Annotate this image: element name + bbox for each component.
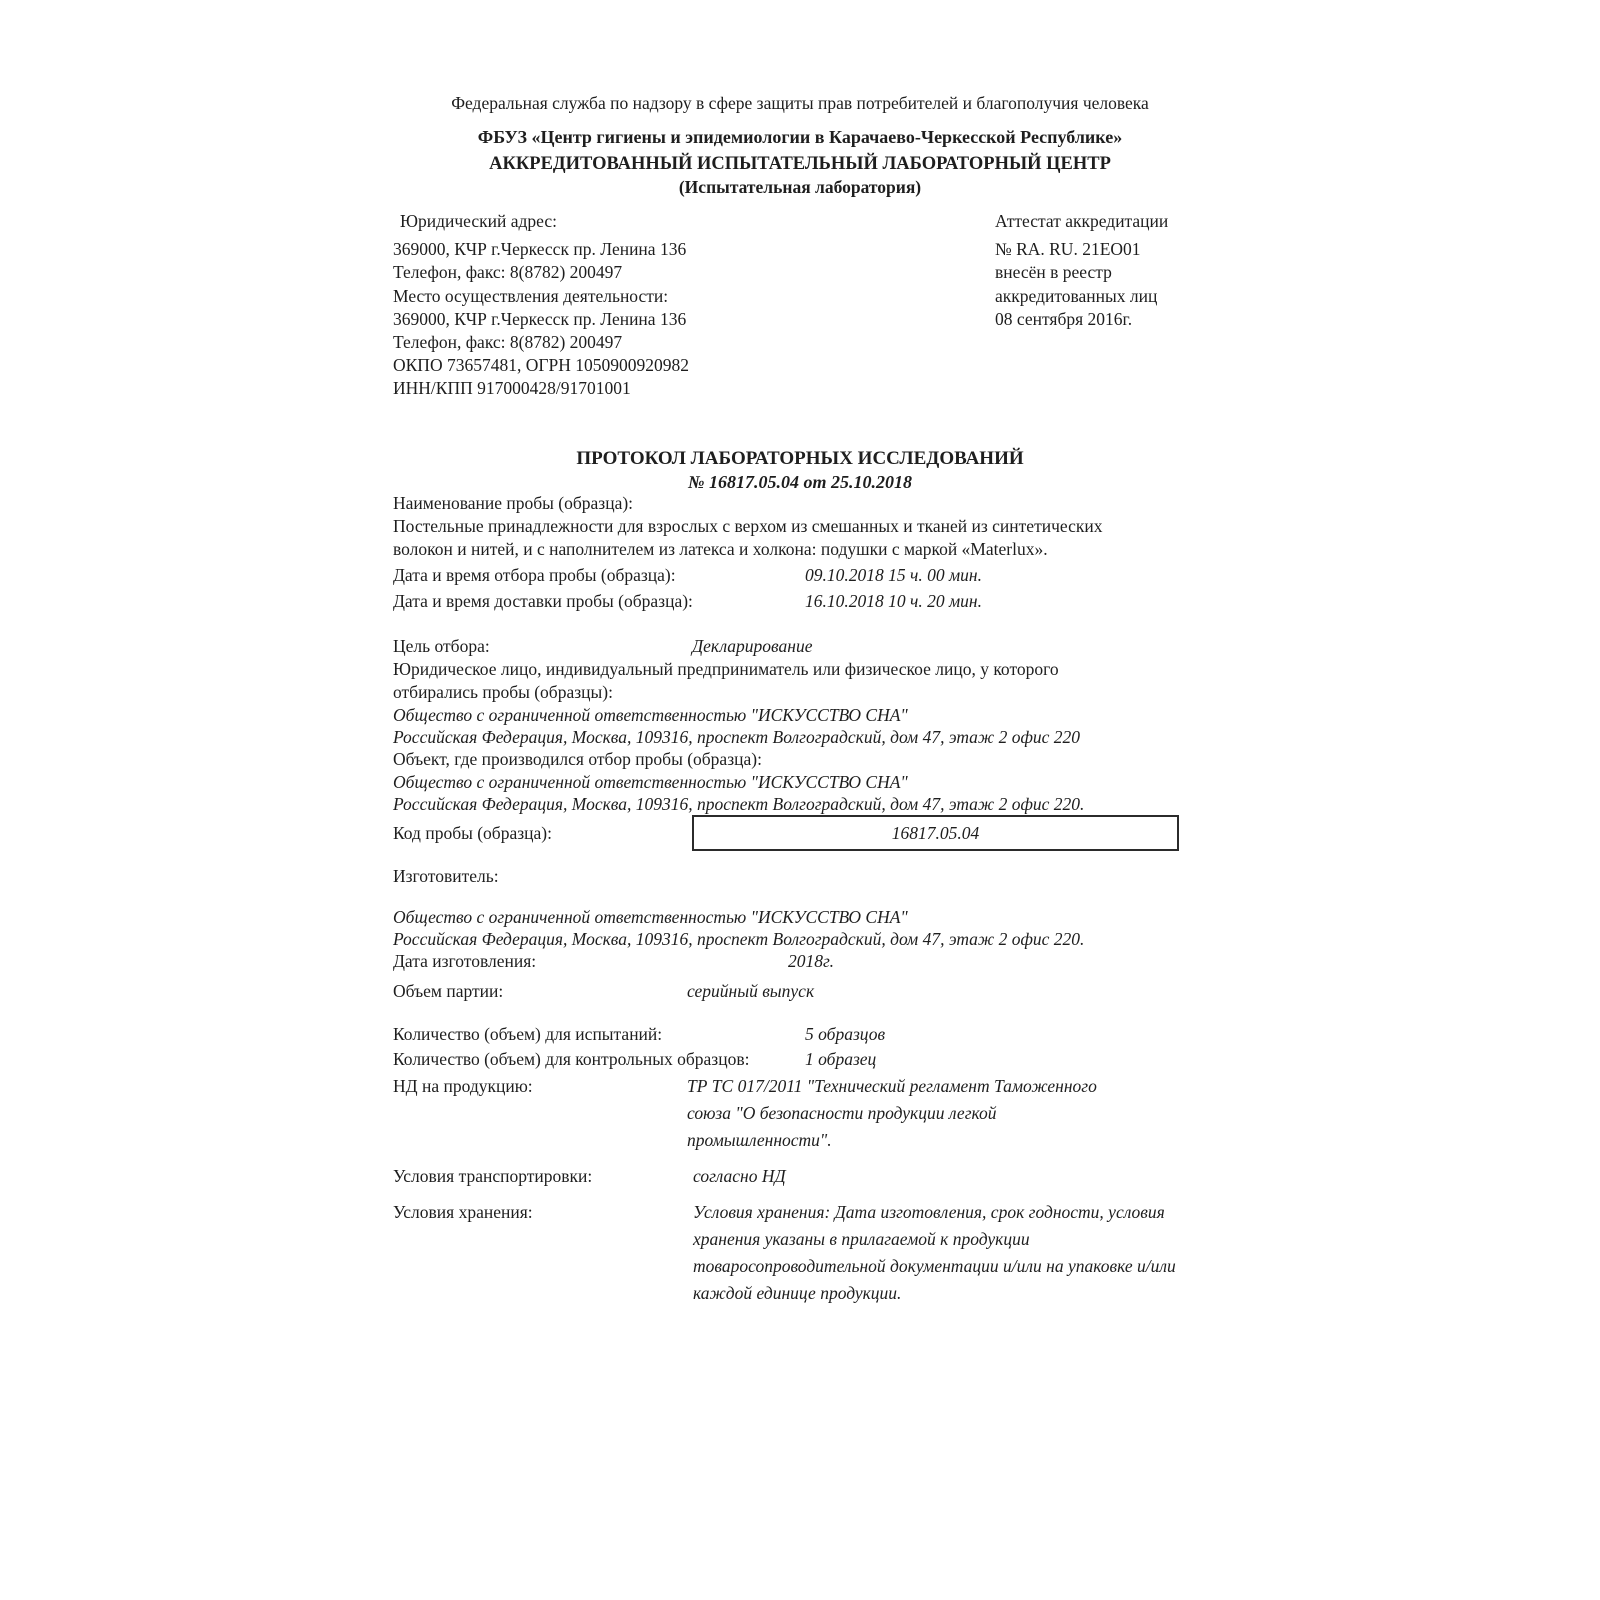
storage-conditions-label: Условия хранения: [393,1202,533,1223]
legal-address-line: Телефон, факс: 8(8782) 200497 [393,332,623,353]
legal-address-line: 369000, КЧР г.Черкесск пр. Ленина 136 [393,308,687,329]
manufacture-date-row [393,950,1215,975]
legal-address-line: ИНН/КПП 917000428/91701001 [393,378,631,399]
spacer [393,616,1215,635]
purpose-value: Декларирование [692,636,813,656]
object-label: Объект, где производился отбор пробы (образца): [393,749,762,770]
test-quantity-row [393,1023,1215,1048]
batch-volume-value: серийный выпуск [687,981,815,1002]
accreditation-line: № RA. RU. 21ЕО01 [995,239,1141,260]
legal-address-line: ОКПО 73657481, ОГРН 1050900920982 [393,355,689,376]
transport-conditions-row [393,1163,1215,1190]
header-organization: ФБУЗ «Центр гигиены и эпидемиологии в Карачаево-Черкесской Республике» [477,127,1123,147]
legal-address-line: Телефон, факс: 8(8782) 200497 [393,262,623,283]
legal-address-block [393,210,813,401]
transport-conditions-label: Условия транспортировки: [393,1166,593,1187]
entity-address: Российская Федерация, Москва, 109316, проспект Волгоградский, дом 47, этаж 2 офис 220 [393,727,1081,748]
legal-address-line: Место осуществления деятельности: [393,285,669,306]
storage-conditions-value: Условия хранения: Дата изготовления, срок годности, условия хранения указаны в прилагаемой к продукции товаросопроводительной документации и/или на упаковке и/или каждой единице продукции. [693,1202,1176,1304]
protocol-title-block [390,447,1210,494]
accreditation-line: аккредитованных лиц [995,285,1158,306]
delivery-datetime-row [393,590,1215,616]
document-header [380,92,1220,198]
spacer [393,1154,1215,1163]
nd-product-value: ТР ТС 017/2011 "Технический регламент Таможенного союза "О безопасности продукции легкой промышленности". [687,1076,1097,1151]
manufacturer-address: Российская Федерация, Москва, 109316, проспект Волгоградский, дом 47, этаж 2 офис 220. [393,929,1085,950]
control-quantity-value: 1 образец [805,1049,877,1070]
storage-conditions-row [393,1199,1215,1307]
control-quantity-row [393,1048,1215,1073]
manufacturer-name: Общество с ограниченной ответственностью "ИСКУССТВО СНА" [393,907,908,928]
accreditation-line: внесён в реестр [995,262,1112,283]
purpose-label: Цель отбора: [393,636,490,656]
header-agency: Федеральная служба по надзору в сфере защиты прав потребителей и благополучия человека [451,93,1149,113]
entity-label: отбирались пробы (образцы): [393,682,613,702]
spacer [393,1190,1215,1199]
control-quantity-label: Количество (объем) для контрольных образцов: [393,1049,750,1070]
nd-product-row [393,1073,1215,1154]
header-lab-name: (Испытательная лаборатория) [678,177,922,197]
batch-volume-label: Объем партии: [393,981,504,1002]
sample-code-box [692,815,1179,851]
legal-address-label: Юридический адрес: [400,211,558,231]
sample-code-row [393,815,1215,865]
protocol-body [393,492,1215,1307]
sampling-datetime-label: Дата и время отбора пробы (образца): [393,565,676,585]
spacer [393,1005,1215,1023]
sample-name-label: Наименование пробы (образца): [393,493,634,513]
purpose-row [393,635,1215,658]
accreditation-label: Аттестат аккредитации [995,211,1169,231]
accreditation-block [995,210,1225,331]
object-address: Российская Федерация, Москва, 109316, проспект Волгоградский, дом 47, этаж 2 офис 220. [393,793,1085,814]
entity-name: Общество с ограниченной ответственностью "ИСКУССТВО СНА" [393,705,908,725]
delivery-datetime-label: Дата и время доставки пробы (образца): [393,591,693,611]
sample-name-text: волокон и нитей, и с наполнителем из латекса и холкона: подушки с маркой «Materlux». [393,539,1048,559]
manufacture-date-label: Дата изготовления: [393,951,537,972]
sample-name-text: Постельные принадлежности для взрослых с верхом из смешанных и тканей из синтетических [393,516,1103,536]
manufacture-date-value: 2018г. [788,951,834,972]
sampling-datetime-value: 09.10.2018 15 ч. 00 мин. [805,565,982,585]
entity-label: Юридическое лицо, индивидуальный предприниматель или физическое лицо, у которого [393,659,1059,679]
nd-product-label: НД на продукцию: [393,1076,533,1097]
protocol-number: № 16817.05.04 от 25.10.2018 [688,472,912,492]
batch-volume-row [393,978,1215,1005]
object-name: Общество с ограниченной ответственностью "ИСКУССТВО СНА" [393,771,908,792]
header-center-name: АККРЕДИТОВАННЫЙ ИСПЫТАТЕЛЬНЫЙ ЛАБОРАТОРНЫЙ ЦЕНТР [489,154,1111,174]
test-quantity-label: Количество (объем) для испытаний: [393,1024,663,1045]
protocol-title: ПРОТОКОЛ ЛАБОРАТОРНЫХ ИССЛЕДОВАНИЙ [576,448,1024,469]
sample-code-label: Код пробы (образца): [393,823,552,844]
sample-code-value: 16817.05.04 [891,823,980,844]
legal-address-line: 369000, КЧР г.Черкесск пр. Ленина 136 [393,239,687,260]
sampling-datetime-row [393,564,1215,590]
test-quantity-value: 5 образцов [805,1024,886,1045]
accreditation-line: 08 сентября 2016г. [995,308,1133,329]
transport-conditions-value: согласно НД [693,1166,786,1187]
delivery-datetime-value: 16.10.2018 10 ч. 20 мин. [805,591,982,611]
manufacturer-label: Изготовитель: [393,866,499,887]
